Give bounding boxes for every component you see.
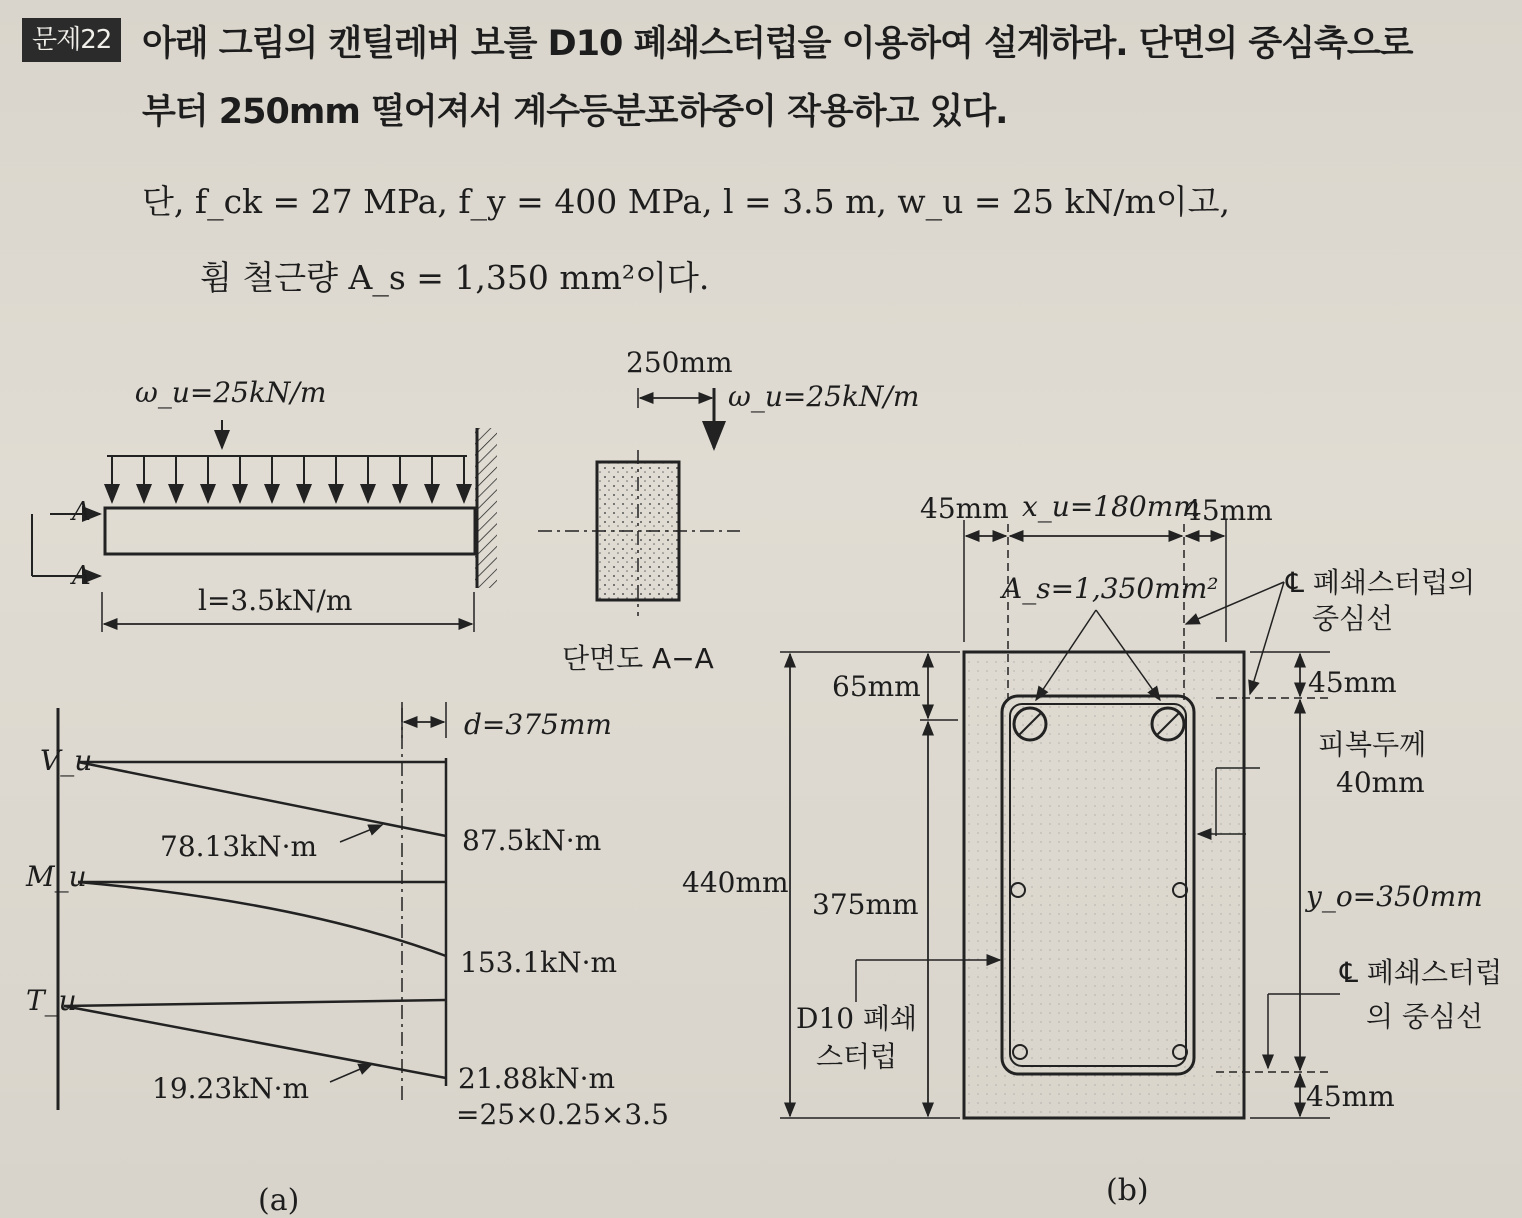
dim-left-45mm: 45mm [920,492,1009,525]
cover-label: 피복두께 [1318,728,1427,761]
dim-right-45mm: 45mm [1184,494,1273,527]
dim-top-cover-45mm: 45mm [1308,666,1397,699]
section-mark-a-top: A [72,497,91,527]
dim-375mm: 375mm [812,888,919,921]
dim-440mm: 440mm [682,866,789,899]
centerline-note2-line2: 의 중심선 [1366,1000,1484,1033]
centerline-note1-line2: 중심선 [1312,602,1394,635]
eccentricity-label: 250mm [626,346,733,379]
torsion-calculation: =25×0.25×3.5 [456,1098,669,1131]
section-a-a [538,388,740,616]
shear-value-at-d: 78.13kN·m [160,830,318,863]
load-label-section: ω_u=25kN/m [728,380,920,413]
torsion-value-at-d: 19.23kN·m [152,1072,310,1105]
moment-value-at-support: 153.1kN·m [460,946,618,979]
centerline-note1-line1: ℄ 폐쇄스터럽의 [1286,566,1476,599]
section-mark-a-bottom: A [72,561,91,591]
section-caption: 단면도 A−A [562,642,714,675]
dim-yo: y_o=350mm [1306,880,1483,913]
distributed-load-arrows [112,456,464,502]
mu-label: M_u [26,860,87,893]
torsion-value-at-support: 21.88kN·m [458,1062,616,1095]
given-conditions-line1: 단, f_ck = 27 MPa, f_y = 400 MPa, l = 3.5 m, w_u = 25 kN/m이고, [142,182,1231,221]
stirrup-label-line2: 스터럽 [816,1040,898,1073]
load-label: ω_u=25kN/m [135,376,327,409]
vu-label: V_u [40,744,93,777]
dim-65mm: 65mm [832,670,921,703]
caption-a: (a) [258,1183,300,1218]
cantilever-beam [105,420,497,588]
problem-statement-line2: 부터 250mm 떨어져서 계수등분포하중이 작용하고 있다. [142,92,1008,132]
dim-bottom-cover-45mm: 45mm [1306,1080,1395,1113]
problem-statement-line1: 아래 그림의 캔틸레버 보를 D10 폐쇄스터럽을 이용하여 설계하라. 단면의 중심축으로 [142,24,1413,64]
as-label: A_s=1,350mm² [1002,572,1219,605]
dim-xu: x_u=180mm [1022,490,1200,523]
d-label: d=375mm [464,708,612,741]
cover-value: 40mm [1336,766,1425,799]
tu-label: T_u [26,984,77,1017]
force-diagrams [58,702,446,1110]
figure-b [682,470,1522,1210]
shear-value-at-support: 87.5kN·m [462,824,602,857]
caption-b: (b) [1106,1173,1149,1208]
centerline-note2-line1: ℄ 폐쇄스터럽 [1340,956,1503,989]
beam-section [964,652,1244,1118]
stirrup-label-line1: D10 폐쇄 [796,1002,918,1035]
given-conditions-line2: 휨 철근량 A_s = 1,350 mm²이다. [200,258,710,297]
span-label: l=3.5kN/m [198,584,353,617]
problem-badge: 문제22 [22,18,121,62]
